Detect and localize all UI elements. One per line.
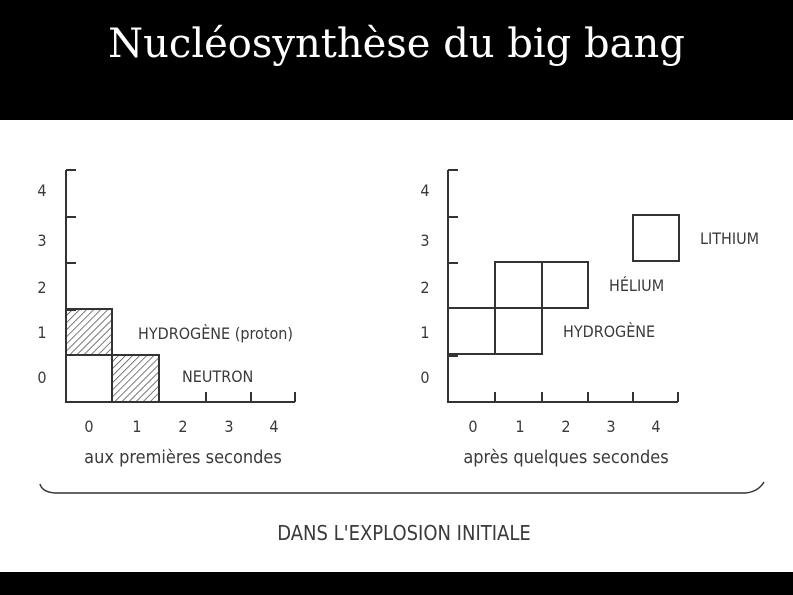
neutron-label: NEUTRON (182, 367, 254, 386)
left-ytick-label: 1 (37, 323, 47, 342)
diagram-panel (0, 120, 793, 572)
helium-cell (495, 262, 542, 308)
right-xtick-label: 2 (561, 417, 571, 436)
lithium-label: LITHIUM (700, 229, 760, 248)
left-xtick-label: 1 (132, 417, 142, 436)
left-ytick-label: 2 (37, 278, 47, 297)
right-xtick-label: 3 (606, 417, 616, 436)
right-xtick-label: 1 (515, 417, 525, 436)
hydrogen-cell (448, 308, 495, 354)
right-caption: après quelques secondes (463, 447, 669, 468)
right-ytick-label: 1 (420, 323, 430, 342)
hydrogen-proton-cell (66, 309, 112, 355)
left-diagram (37, 170, 295, 468)
left-ytick-label: 4 (37, 181, 47, 200)
right-ytick-label: 4 (420, 181, 430, 200)
left-xtick-label: 0 (84, 417, 94, 436)
diagram-canvas (0, 120, 793, 572)
slide-title: Nucléosynthèse du big bang (108, 21, 685, 67)
left-caption: aux premières secondes (84, 447, 282, 468)
grouping-brace (40, 482, 764, 493)
right-diagram (420, 170, 759, 468)
neutron-cell (112, 355, 159, 402)
right-xtick-label: 0 (468, 417, 478, 436)
left-ytick-label: 3 (37, 231, 47, 250)
hydrogen-cell (495, 308, 542, 354)
left-xtick-label: 2 (178, 417, 188, 436)
right-ytick-label: 3 (420, 231, 430, 250)
lithium-cell (633, 215, 679, 261)
right-ytick-label: 2 (420, 278, 430, 297)
right-ytick-label: 0 (420, 368, 430, 387)
left-ytick-label: 0 (37, 368, 47, 387)
helium-cell (542, 262, 588, 308)
empty-cell (66, 355, 112, 402)
hydrogen-label: HYDROGÈNE (563, 322, 656, 341)
footer-caption: DANS L'EXPLOSION INITIALE (277, 521, 531, 545)
left-xtick-label: 3 (224, 417, 234, 436)
left-xtick-label: 4 (269, 417, 279, 436)
hydrogen-proton-label: HYDROGÈNE (proton) (138, 324, 294, 343)
helium-label: HÉLIUM (609, 276, 665, 295)
right-xtick-label: 4 (651, 417, 661, 436)
right-x-ticks (495, 392, 678, 402)
